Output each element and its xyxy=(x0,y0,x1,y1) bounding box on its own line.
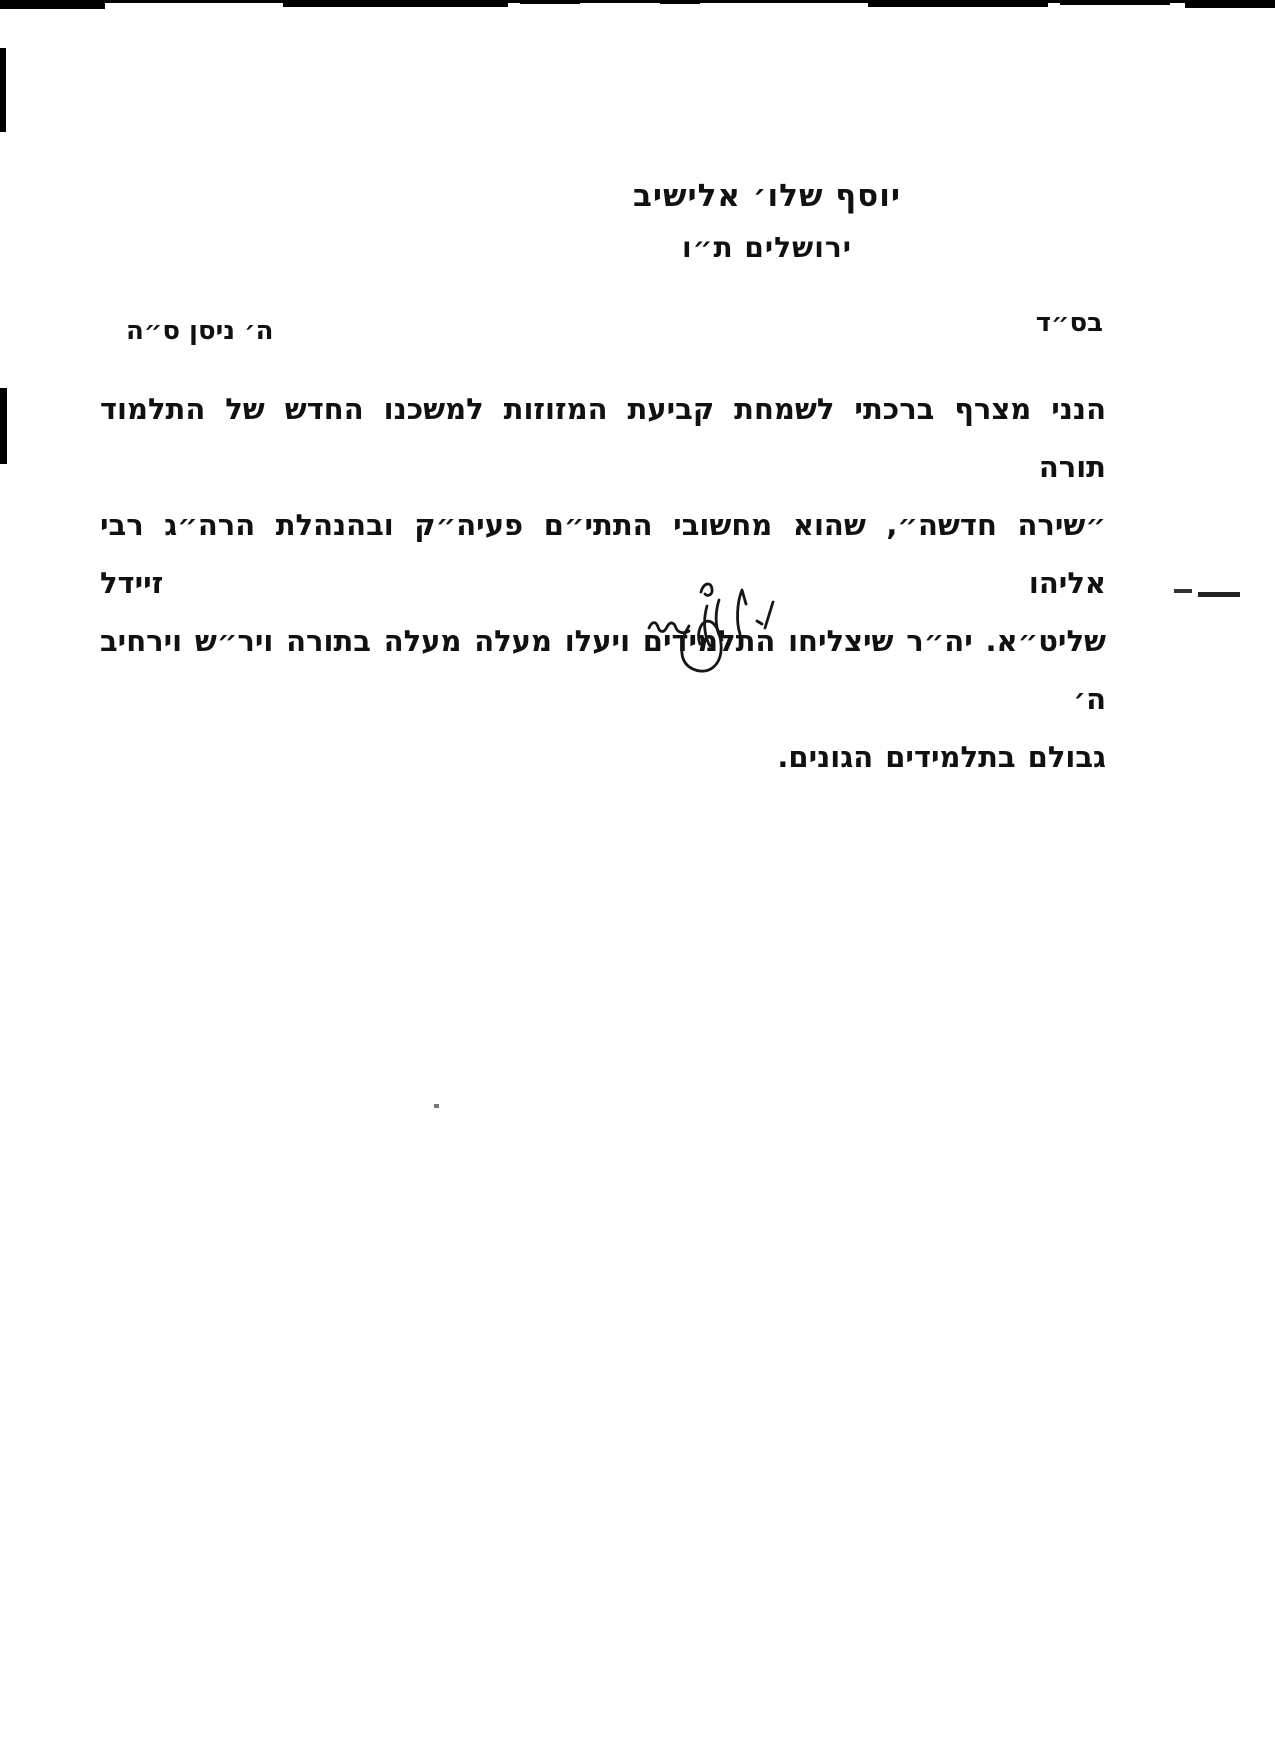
scan-artifact xyxy=(1198,592,1240,597)
letterhead xyxy=(547,178,987,264)
hebrew-date: ה׳ ניסן ס״ה xyxy=(126,316,274,346)
scan-artifact xyxy=(1185,0,1275,8)
scan-artifact xyxy=(434,1104,439,1108)
scan-artifact xyxy=(520,1,580,4)
body-line-3: שליט״א. יה״ר שיצליחו התלמידים ויעלו מעלה מעלה בתורה ויר״ש וירחיב ה׳ xyxy=(100,624,1106,716)
scan-artifact xyxy=(660,0,700,4)
body-line-1: הנני מצרף ברכתי לשמחת קביעת המזוזות למשכנו החדש של התלמוד תורה xyxy=(100,392,1106,484)
letterhead-city: ירושלים ת״ו xyxy=(682,231,852,264)
scan-artifact xyxy=(0,388,7,464)
scan-artifact xyxy=(868,0,1048,7)
scan-artifact xyxy=(283,0,508,7)
scan-artifact xyxy=(0,0,105,9)
besd-heading: בס״ד xyxy=(1035,308,1103,338)
scan-artifact xyxy=(1060,0,1170,5)
scan-artifact xyxy=(0,48,6,132)
body-line-4: גבולם בתלמידים הגונים. xyxy=(777,740,1106,774)
signature-scribble-icon xyxy=(645,576,785,681)
body-line-2: ״שירה חדשה״, שהוא מחשובי התתי״ם פעיה״ק ובהנהלת הרה״ג רבי אליהו זיידל xyxy=(100,508,1106,600)
letter-body xyxy=(100,380,1106,786)
scan-artifact xyxy=(1174,589,1192,593)
letterhead-name: יוסף שלו׳ אלישיב xyxy=(633,178,901,214)
